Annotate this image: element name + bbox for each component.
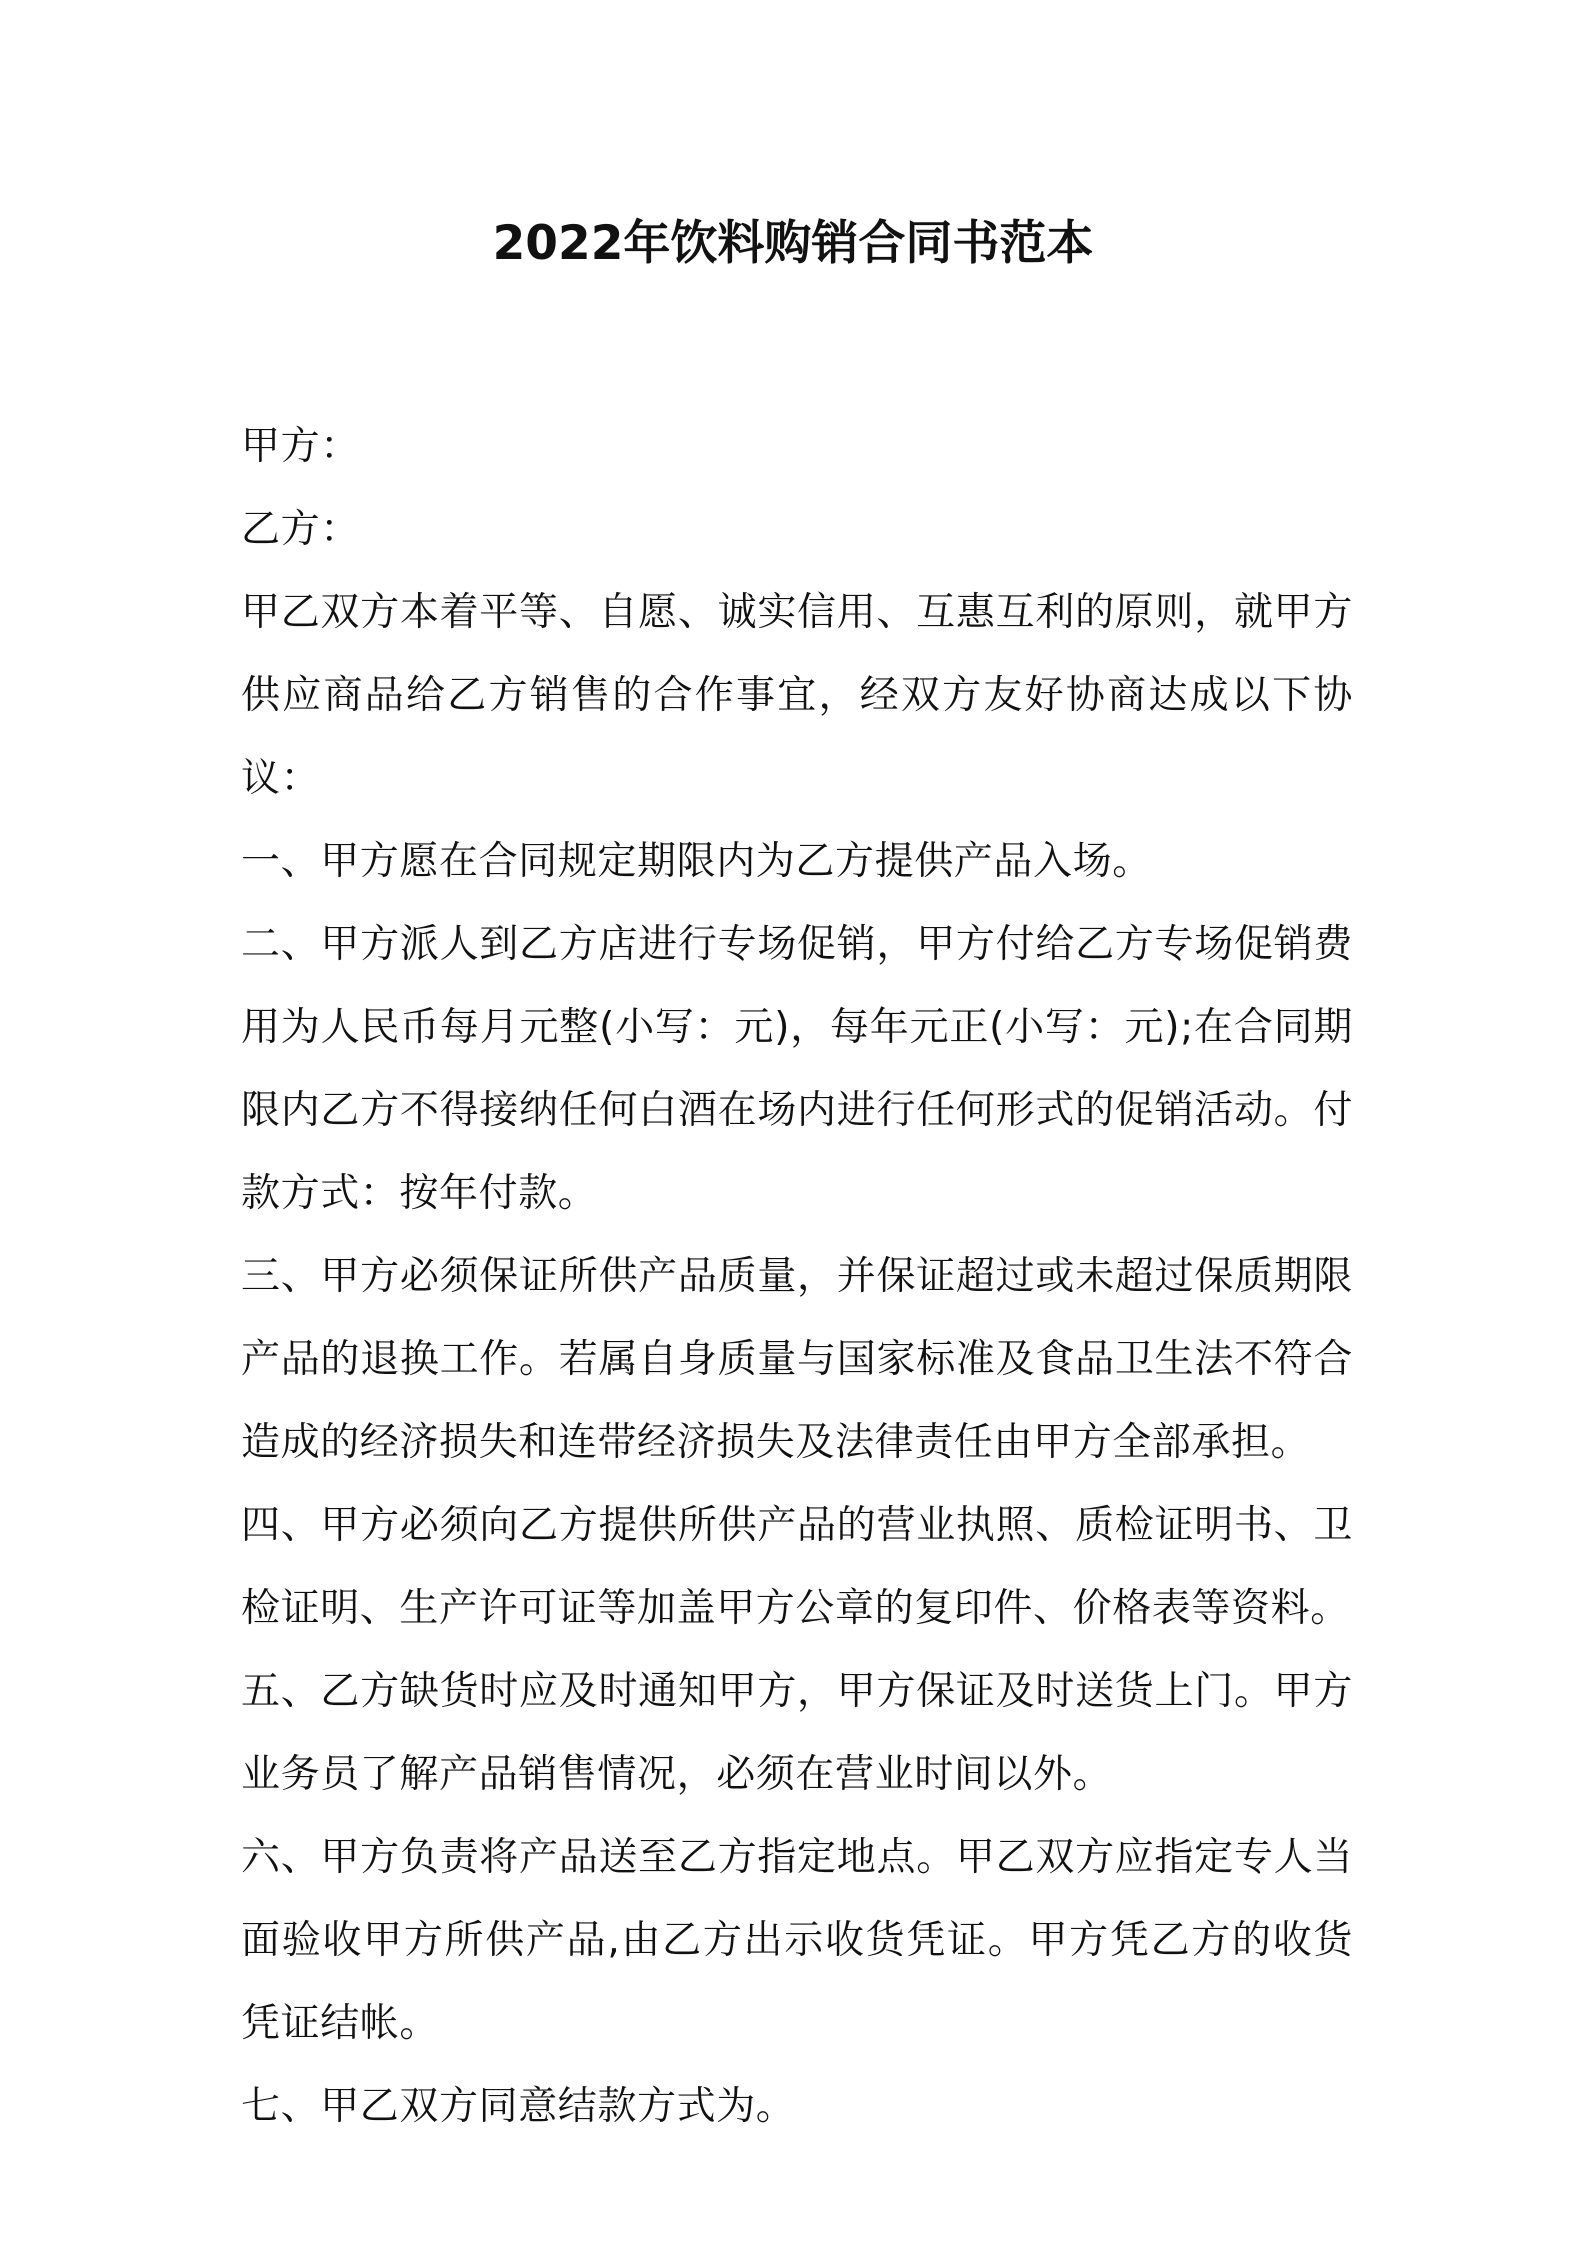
clause-3: 三、甲方必须保证所供产品质量，并保证超过或未超过保质期限产品的退换工作。若属自身质量与国家标准及食品卫生法不符合造成的经济损失和连带经济损失及法律责任由甲方全部承担。 — [241, 1254, 1353, 1465]
document-body — [241, 405, 1353, 2148]
clause-4: 四、甲方必须向乙方提供所供产品的营业执照、质检证明书、卫检证明、生产许可证等加盖甲方公章的复印件、价格表等资料。 — [241, 1503, 1353, 1631]
document-title: 2022年饮料购销合同书范本 — [492, 216, 1094, 271]
clause-2: 二、甲方派人到乙方店进行专场促销，甲方付给乙方专场促销费用为人民币每月元整(小写：元)，每年元正(小写：元);在合同期限内乙方不得接纳任何白酒在场内进行任何形式的促销活动。付款方式：按年付款。 — [241, 922, 1353, 1216]
party-a-line: 甲方： — [241, 424, 360, 469]
preamble-paragraph: 甲乙双方本着平等、自愿、诚实信用、互惠互利的原则，就甲方供应商品给乙方销售的合作事宜，经双方友好协商达成以下协议： — [241, 590, 1353, 801]
clause-7: 七、甲乙双方同意结款方式为。 — [241, 2084, 796, 2129]
clause-5: 五、乙方缺货时应及时通知甲方，甲方保证及时送货上门。甲方业务员了解产品销售情况，必须在营业时间以外。 — [241, 1669, 1353, 1797]
party-b-line: 乙方： — [241, 507, 360, 552]
clause-6: 六、甲方负责将产品送至乙方指定地点。甲乙双方应指定专人当面验收甲方所供产品,由乙方出示收货凭证。甲方凭乙方的收货凭证结帐。 — [241, 1835, 1353, 2046]
clause-1: 一、甲方愿在合同规定期限内为乙方提供产品入场。 — [241, 839, 1152, 884]
